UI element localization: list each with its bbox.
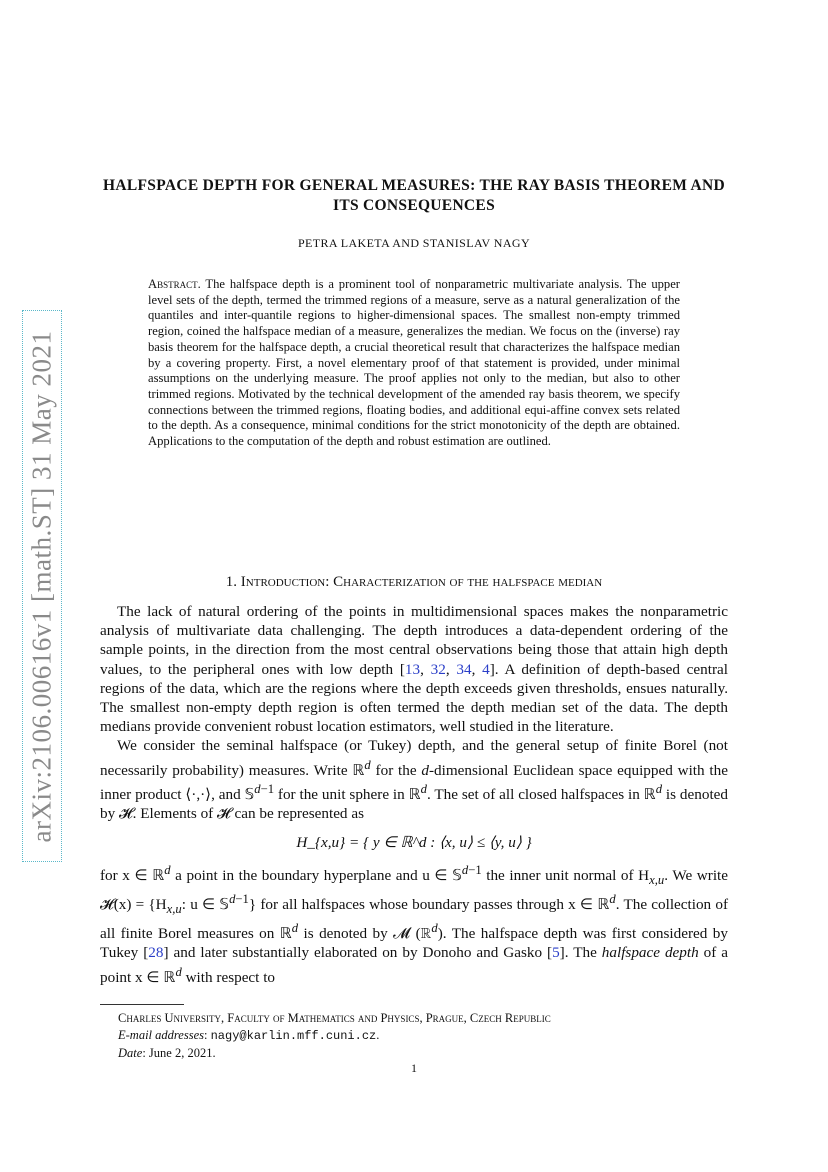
date-value: June 2, 2021. [148, 1046, 216, 1060]
date-label: Date [118, 1046, 143, 1060]
email-line: E-mail addresses: nagy@karlin.mff.cuni.cz. [118, 1028, 380, 1043]
date-line: Date: June 2, 2021. [118, 1046, 216, 1060]
email-label: E-mail addresses [118, 1028, 204, 1042]
citation-link[interactable]: 4 [482, 660, 490, 678]
citation-link[interactable]: 5 [552, 944, 560, 962]
paragraph-1: The lack of natural ordering of the points in multidimensional spaces makes the nonparametric analysis of multivariate data challenging. The depth introduces a data-dependent ordering of the sample points, in the direction from the most central observations being those that attain high depth values, to the peripheral ones with low depth [13, 32, 34, 4]. A definition of depth-based central regions of the data, which are the regions where the depth exceeds given thresholds, ensues naturally. The smallest non-empty depth region is often termed the depth median set of the data. The depth medians provide convenient robust location estimators, well studied in the literature. [100, 603, 728, 736]
affiliation: Charles University, Faculty of Mathematics and Physics, Prague, Czech Republic [118, 1011, 551, 1025]
citation-link[interactable]: 34 [456, 660, 472, 678]
page-number: 1 [411, 1061, 417, 1075]
body-text [100, 602, 728, 987]
section-heading [100, 574, 728, 591]
citation-link[interactable]: 28 [148, 944, 164, 962]
section-title: Introduction: Characterization of the halfspace median [240, 574, 603, 590]
footnote-rule [100, 1004, 184, 1005]
arxiv-identifier-text: arXiv:2106.00616v1 [math.ST] 31 May 2021 [26, 330, 57, 842]
abstract-text: The halfspace depth is a prominent tool of nonparametric multivariate analysis. The upper level sets of the depth, termed the trimmed regions of a measure, serve as a natural generalization of the quantiles and inter-quantile regions to higher-dimensional spaces. The smallest non-empty trimmed region, coined the halfspace median of a measure, generalizes the median. We focus on the (inverse) ray basis theorem for the halfspace depth, a crucial theoretical result that characterizes the halfspace median by a covering property. First, a novel elementary proof of that statement is provided, under minimal assumptions on the underlying measure. The proof applies not only to the median, but also to other trimmed regions. Motivated by the technical development of the amended ray basis theorem, we specify connections between the trimmed regions, floating bodies, and additional equi-affine convex sets related to the depth. As a consequence, minimal conditions for the strict monotonicity of the depth are obtained. Applications to the computation of the depth and robust estimation are outlined. [148, 277, 681, 449]
citation-link[interactable]: 32 [430, 660, 446, 678]
authors: PETRA LAKETA AND STANISLAV NAGY [297, 236, 531, 250]
citation-link[interactable]: 13 [404, 660, 421, 678]
emphasis: halfspace depth [601, 944, 699, 962]
paper-title: HALFSPACE DEPTH FOR GENERAL MEASURES: THE RAY BASIS THEOREM AND ITS CONSEQUENCES [103, 177, 725, 214]
abstract-label: Abstract. [148, 277, 201, 291]
paragraph-2: We consider the seminal halfspace (or Tukey) depth, and the general setup of finite Borel (not necessarily probability) measures. Write ℝ$^d$ for the d-dimensional Euclidean space equipped with the inner product ⟨·,·⟩, and 𝕊$^{d-1}$ for the unit sphere in ℝ$^d$. The set of all closed halfspaces in ℝ$^d$ is denoted by 𝓗. Elements of 𝓗 can be represented as [100, 737, 729, 823]
paragraph-3: for x ∈ ℝ$^d$ a point in the boundary hyperplane and u ∈ 𝕊$^{d-1}$ the inner unit normal of $H_{x,u}$. We write 𝓗(x) = {$H_{x,u}$: u ∈ 𝕊$^{d-1}$} for all halfspaces whose boundary passes through x ∈ ℝ$^d$. The collection of all finite Borel measures on ℝ$^d$ is denoted by 𝓜 (ℝ$^d$). The halfspace depth was first considered by Tukey [28] and later substantially elaborated on by Donoho and Gasko [5]. The halfspace depth of a point x ∈ ℝ$^d$ with respect to [100, 862, 728, 986]
section-number: 1. [225, 574, 238, 590]
email-address[interactable]: nagy@karlin.mff.cuni.cz [210, 1029, 377, 1043]
arxiv-identifier [22, 310, 62, 862]
footnote [118, 1010, 728, 1062]
halfspace-equation: H_{x,u} = { y ∈ ℝ^d : ⟨x, u⟩ ≤ ⟨y, u⟩ } [296, 834, 532, 852]
abstract [148, 277, 680, 450]
